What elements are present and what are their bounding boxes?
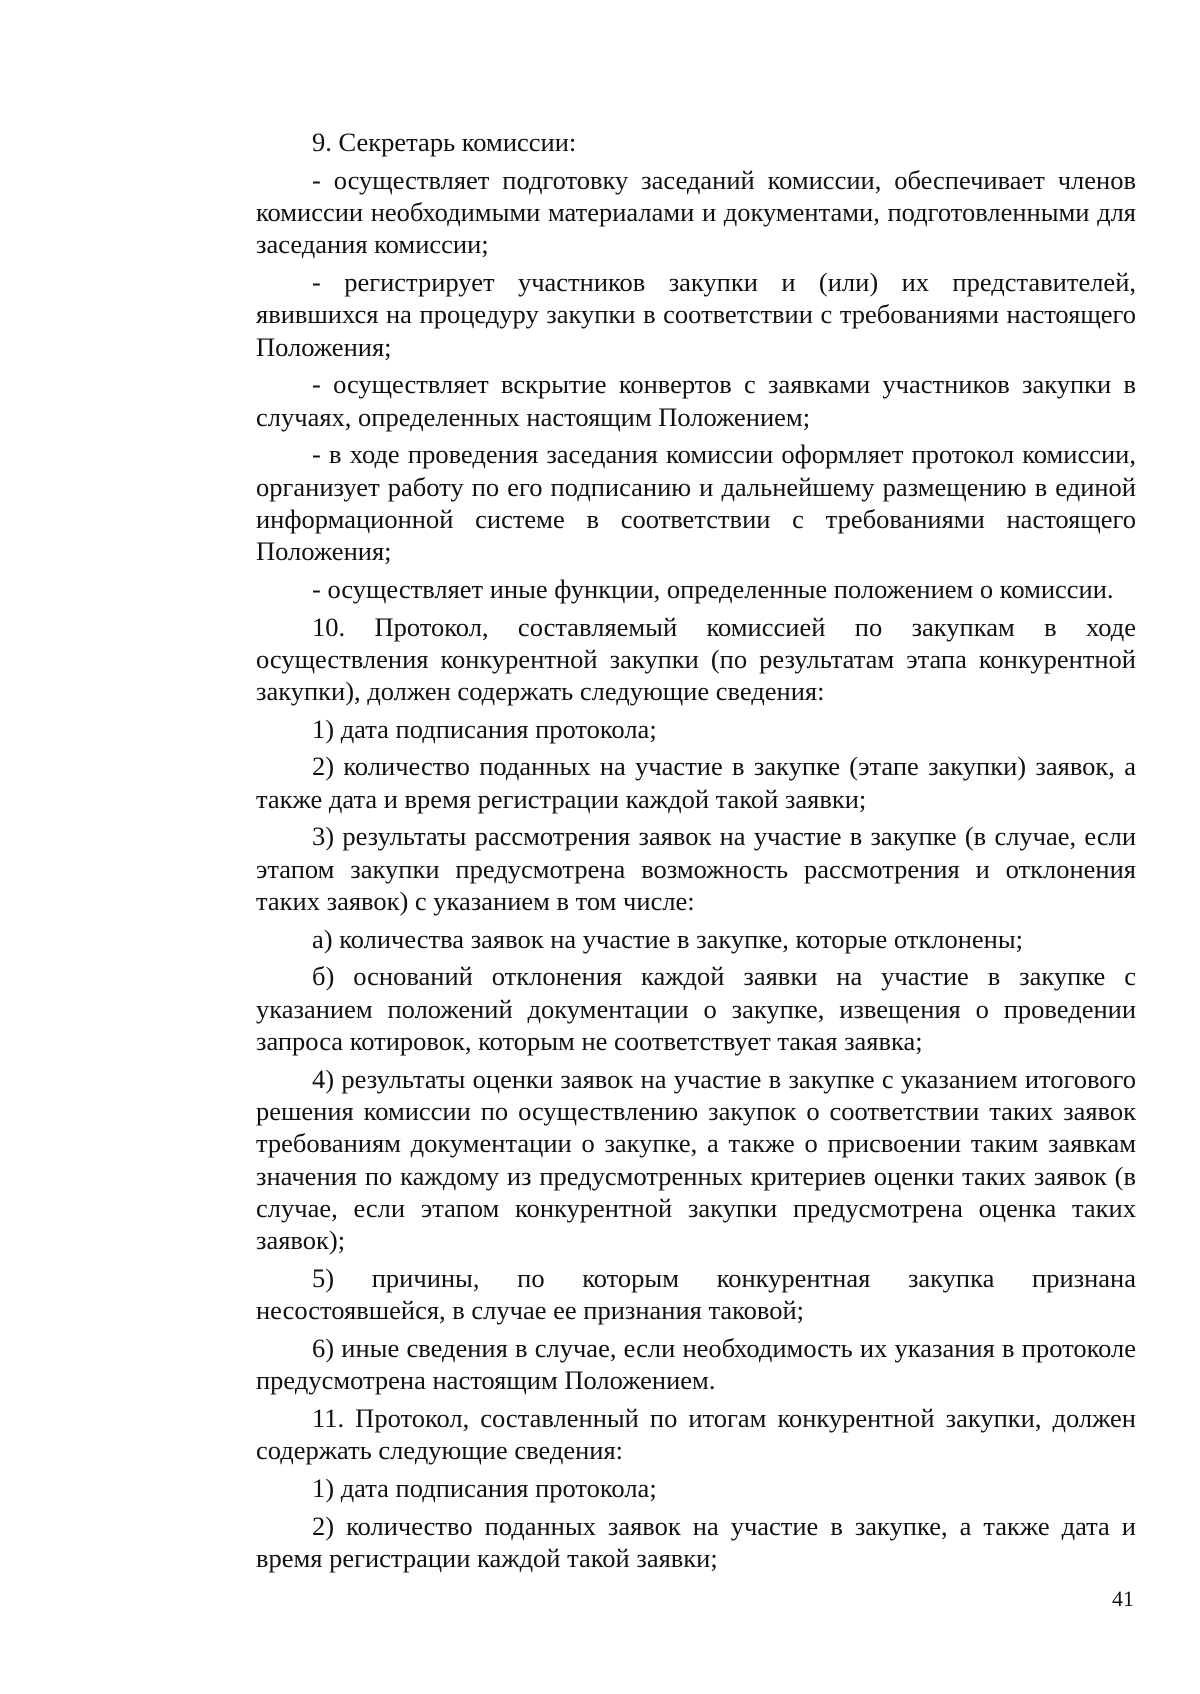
paragraph-clause-10-item-1: 1) дата подписания протокола; [312,713,657,744]
page-number: 41 [1112,1586,1134,1611]
paragraph-clause-10: 10. Протокол, составляемый комиссией по закупкам в ходе осуществления конкурентной закупки (по результатам этапа конкурентной закупки), должен содержать следующие сведения: [256,611,1136,707]
paragraph-clause-11: 11. Протокол, составленный по итогам конкурентной закупки, должен содержать следующие сведения: [256,1402,1136,1466]
document-body [256,126,1136,1580]
paragraph-clause-10-item-3a: а) количества заявок на участие в закупке, которые отклонены; [312,923,1024,954]
paragraph-clause-10-item-3: 3) результаты рассмотрения заявок на участие в закупке (в случае, если этапом закупки предусмотрена возможность рассмотрения и отклонения таких заявок) с указанием в том числе: [256,821,1136,917]
paragraph-secretary-duty-protocol: - в ходе проведения заседания комиссии оформляет протокол комиссии, организует работу по его подписанию и дальнейшему размещению в единой информационной системе в соответствии с требованиями настоящего Положения; [256,439,1136,567]
paragraph-clause-10-item-5: 5) причины, по которым конкурентная закупка признана несостоявшейся, в случае ее признания таковой; [256,1262,1136,1326]
paragraph-clause-11-item-2: 2) количество поданных заявок на участие в закупке, а также дата и время регистрации каждой такой заявки; [256,1510,1136,1573]
paragraph-clause-10-item-6: 6) иные сведения в случае, если необходимость их указания в протоколе предусмотрена настоящим Положением. [256,1332,1136,1396]
paragraph-secretary-duty-registration: - регистрирует участников закупки и (или) их представителей, явившихся на процедуру закупки в соответствии с требованиями настоящего Положения; [256,266,1136,362]
paragraph-clause-10-item-2: 2) количество поданных на участие в закупке (этапе закупки) заявок, а также дата и время регистрации каждой такой заявки; [256,751,1136,814]
paragraph-secretary-heading: 9. Секретарь комиссии: [312,127,577,157]
paragraph-clause-10-item-4: 4) результаты оценки заявок на участие в закупке с указанием итогового решения комиссии по осуществлению закупок о соответствии таких заявок требованиям документации о закупке, а также о присвоении таким заявкам значения по каждому из предусмотренных критериев оценки таких заявок (в случае, если этапом конкурентной закупки предусмотрена оценка таких заявок); [256,1063,1136,1256]
paragraph-secretary-duty-preparation: - осуществляет подготовку заседаний комиссии, обеспечивает членов комиссии необходимыми материалами и документами, подготовленными для заседания комиссии; [256,164,1136,260]
paragraph-secretary-duty-other: - осуществляет иные функции, определенные положением о комиссии. [312,573,1114,604]
paragraph-secretary-duty-envelopes: - осуществляет вскрытие конвертов с заявками участников закупки в случаях, определенных настоящим Положением; [256,369,1136,432]
paragraph-clause-11-item-1: 1) дата подписания протокола; [312,1472,657,1503]
paragraph-clause-10-item-3b: б) оснований отклонения каждой заявки на участие в закупке с указанием положений документации о закупке, извещения о проведении запроса котировок, которым не соответствует такая заявка; [256,961,1136,1057]
